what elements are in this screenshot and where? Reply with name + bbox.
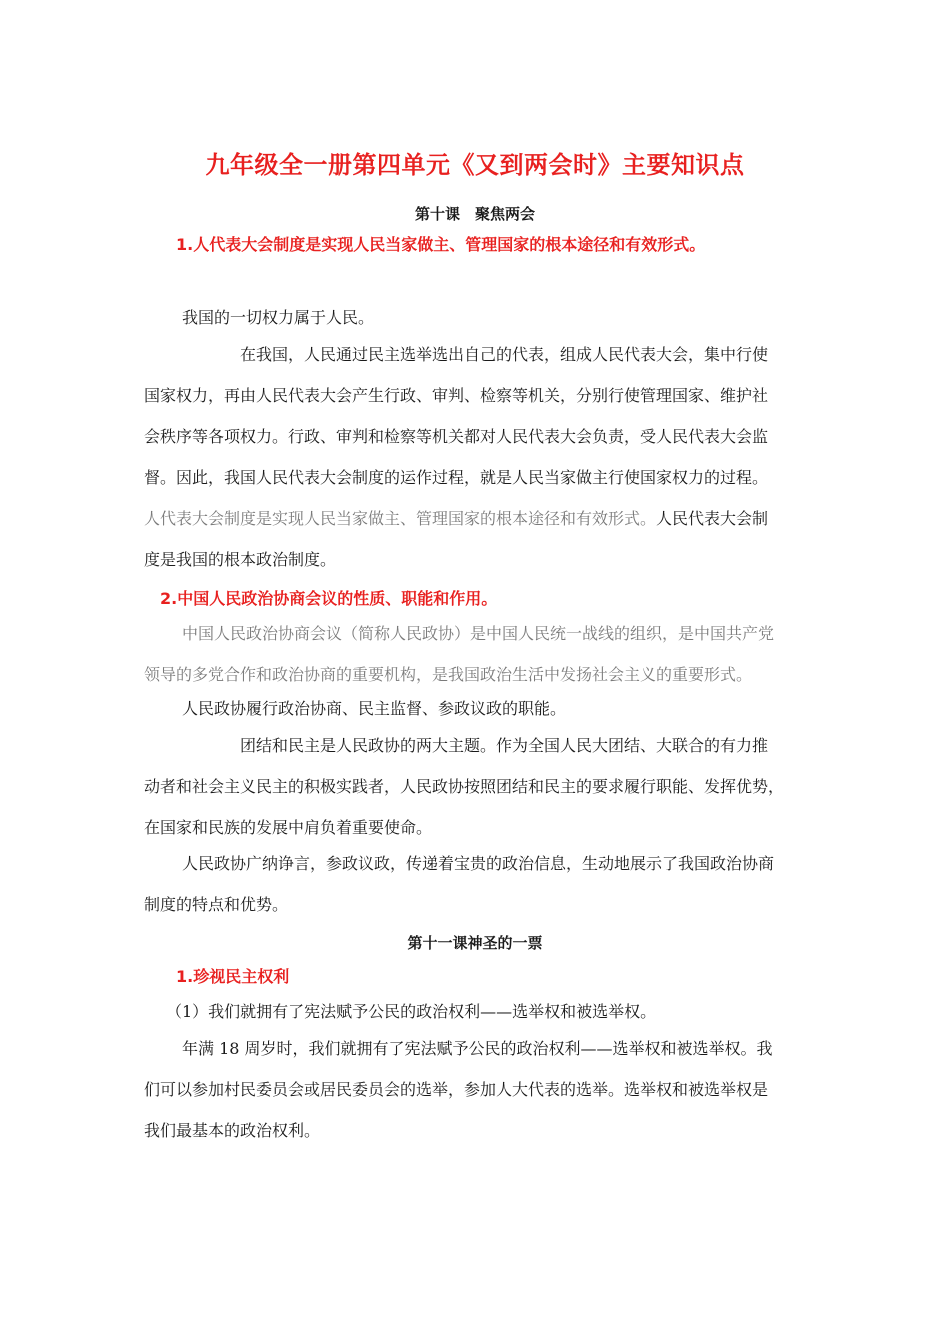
paragraph-line: 们可以参加村民委员会或居民委员会的选举，参加人大代表的选举。选举权和被选举权是 (144, 1080, 769, 1099)
paragraph-line: 度是我国的根本政治制度。 (144, 550, 337, 569)
lesson-10-heading-2: 2.中国人民政治协商会议的性质、职能和作用。 (160, 589, 498, 608)
paragraph-line: 督。因此，我国人民代表大会制度的运作过程，就是人民当家做主行使国家权力的过程。 (144, 468, 769, 487)
paragraph-line: 制度的特点和优势。 (144, 895, 289, 914)
paragraph-line: 在我国，人民通过民主选举选出自己的代表，组成人民代表大会，集中行使 (240, 345, 769, 364)
paragraph-line: （1）我们就拥有了宪法赋予公民的政治权利——选举权和被选举权。 (166, 1002, 657, 1021)
paragraph-power-belongs-to-people (144, 297, 814, 338)
paragraph-line: 年满 18 周岁时，我们就拥有了宪法赋予公民的政治权利——选举权和被选举权。我 (182, 1039, 773, 1058)
lesson-10-title: 第十课 聚焦两会 (414, 205, 535, 223)
paragraph-political-rights (144, 1028, 814, 1151)
paragraph-line: 团结和民主是人民政协的两大主题。作为全国人民大团结、大联合的有力推 (240, 736, 769, 755)
paragraph-line: 我们最基本的政治权利。 (144, 1121, 321, 1140)
paragraph-line: 会秩序等各项权力。行政、审判和检察等机关都对人民代表大会负责，受人民代表大会监 (144, 427, 769, 446)
paragraph-line: 动者和社会主义民主的积极实践者，人民政协按照团结和民主的要求履行职能、发挥优势， (144, 777, 785, 796)
lesson-11-heading-1: 1.珍视民主权利 (176, 967, 290, 986)
paragraph-line: 人民政协履行政治协商、民主监督、参政议政的职能。 (182, 699, 567, 718)
lesson-11-title: 第十一课神圣的一票 (407, 934, 543, 952)
paragraph-line: 国家权力，再由人民代表大会产生行政、审判、检察等机关，分别行使管理国家、维护社 (144, 386, 769, 405)
paragraph-line: 我国的一切权力属于人民。 (182, 308, 375, 327)
paragraph-cppcc-themes (144, 725, 814, 848)
paragraph-line: 中国人民政治协商会议（简称人民政协）是中国人民统一战线的组织，是中国共产党 (182, 624, 775, 643)
paragraph-line: 领导的多党合作和政治协商的重要机构，是我国政治生活中发扬社会主义的重要形式。 (144, 665, 753, 684)
paragraph-cppcc-role (144, 843, 814, 925)
lesson-10-heading-1: 1.人代表大会制度是实现人民当家做主、管理国家的根本途径和有效形式。 (176, 235, 706, 254)
paragraph-line: 人民政协广纳诤言，参政议政，传递着宝贵的政治信息，生动地展示了我国政治协商 (182, 854, 775, 873)
paragraph-political-rights-short (144, 991, 814, 1032)
paragraph-cppcc-functions (144, 688, 814, 729)
document-title: 九年级全一册第四单元《又到两会时》主要知识点 (205, 150, 745, 179)
paragraph-cppcc-nature (144, 613, 814, 695)
paragraph-line: 在国家和民族的发展中肩负着重要使命。 (144, 818, 433, 837)
dark-text: 人民代表大会制 (656, 509, 769, 528)
gray-text: 人代表大会制度是实现人民当家做主、管理国家的根本途径和有效形式。 (144, 509, 657, 528)
paragraph-line-mixed (144, 498, 814, 539)
paragraph-npc-system (144, 334, 814, 580)
